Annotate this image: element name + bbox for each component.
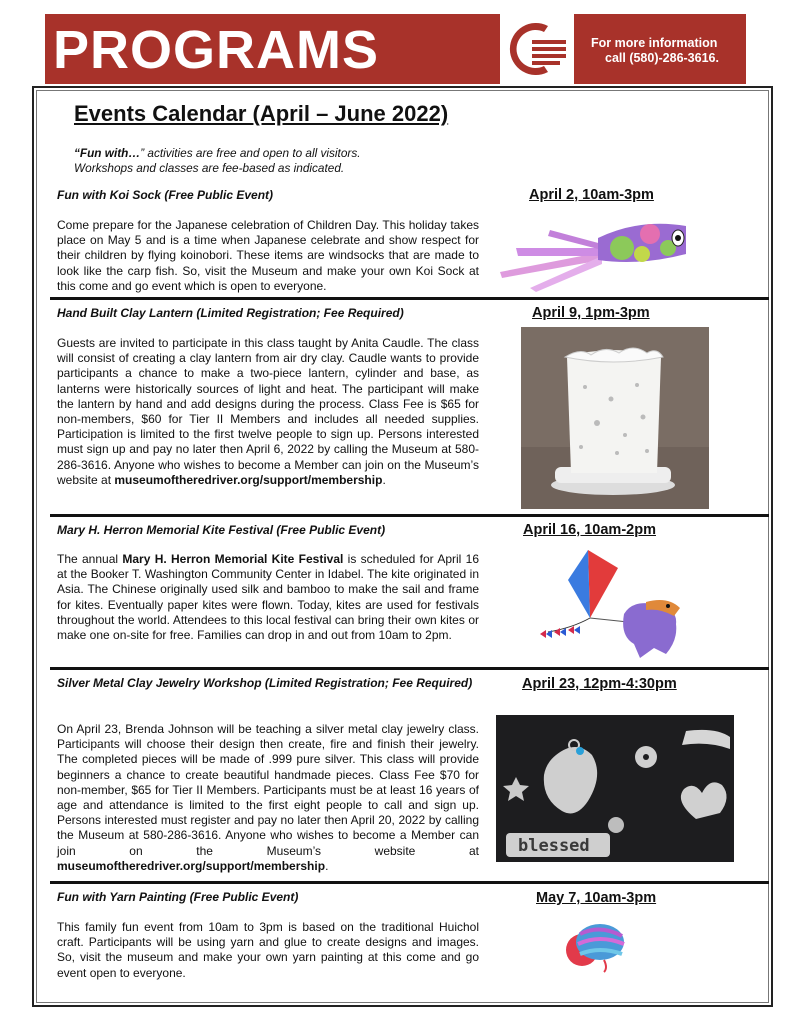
membership-link[interactable]: museumoftheredriver.org/support/membership bbox=[57, 858, 326, 873]
intro-emphasis: “Fun with… bbox=[74, 146, 141, 160]
intro-text-2: Workshops and classes are fee-based as indicated. bbox=[74, 161, 345, 175]
museum-logo bbox=[497, 14, 577, 84]
event-date: May 7, 10am-3pm bbox=[536, 890, 657, 906]
event-body-end: . bbox=[325, 858, 329, 873]
kite-festival-image bbox=[528, 544, 688, 666]
festival-name: Mary H. Herron Memorial Kite Festival bbox=[122, 552, 344, 566]
event-heading: Mary H. Herron Memorial Kite Festival (Free Public Event) bbox=[57, 523, 386, 537]
banner-divider bbox=[491, 14, 495, 84]
section-divider bbox=[50, 514, 769, 517]
event-description bbox=[57, 722, 479, 874]
clay-lantern-image bbox=[521, 327, 709, 509]
banner-divider bbox=[485, 14, 489, 84]
section-divider bbox=[50, 297, 769, 300]
info-phone: call (580)-286-3616. bbox=[605, 51, 719, 65]
section-divider bbox=[50, 667, 769, 670]
logo-icon bbox=[500, 14, 574, 84]
event-date: April 2, 10am-3pm bbox=[529, 187, 654, 203]
event-date: April 16, 10am-2pm bbox=[523, 522, 656, 538]
event-heading: Hand Built Clay Lantern (Limited Registration; Fee Required) bbox=[57, 306, 404, 320]
event-description: Come prepare for the Japanese celebration of Children Day. This holiday takes place on May 5 and is a time when Japanese celebrate and show respect for their children by flying koinobori. These items are windsocks that are made to look like the carp fish. So, visit the Museum and make your own Koi Sock at this come and go event which is open to everyone. bbox=[57, 218, 479, 293]
membership-link[interactable]: museumoftheredriver.org/support/membership bbox=[114, 472, 383, 487]
calendar-intro bbox=[74, 146, 494, 176]
yarn-painting-image bbox=[560, 910, 636, 974]
section-divider bbox=[50, 881, 769, 884]
silver-jewelry-image bbox=[496, 715, 734, 862]
info-line: For more information bbox=[591, 36, 718, 50]
event-description bbox=[57, 552, 479, 643]
event-description: This family fun event from 10am to 3pm is based on the traditional Huichol craft. Participants will be using yarn and glue to create designs and images. So, visit the museum and make your own yarn painting at this come and go event open to everyone. bbox=[57, 920, 479, 980]
event-body-text: Guests are invited to participate in this class taught by Anita Caudle. The class will consist of creating a clay lantern from air dry clay. Caudle wants to provide participants a chance to make a two-piece lantern, cylinder and base, as lanterns were historically sources of light and heat. The participant will make the lantern by hand and add designs during the process. Class Fee is $65 for non-members, $60 for Tier II Members and includes all needed supplies. Participation is limited to the first twelve people to sign up. Persons interested must sign up and pay no later then April 6, 2022 by calling the Museum at 580-286-3616. Anyone who wishes to become a Member can join on the Museum’s website at bbox=[57, 336, 479, 487]
event-body-text: is scheduled for April 16 at the Booker T. Washington Community Center in Idabel. The kite originated in Asia. The Chinese originally used silk and bamboo to make the sail and frame for kites. Eventually paper kites were flown. Today, kites are used for festivals throughout the world. Attendees to this local festival can bring their own kites or make one on-site for free. Families can drop in and out from 10am to 2pm. bbox=[57, 552, 479, 643]
event-body-text: The annual bbox=[57, 552, 123, 566]
intro-text: ” activities are free and open to all visitors. bbox=[140, 146, 361, 160]
event-body-text: On April 23, Brenda Johnson will be teaching a silver metal clay jewelry class. Participants will choose their design then create, fire and finish their jewelry. The completed pieces will be made of .999 pure silver. This class will provide beginners a chance to create beautiful handmade pieces. Class Fee $70 for non-member, $65 for Tier II Members. Participants must be at least 16 years of age and attendance is limited to the first eight people to call and sign up. Persons interested must register and pay no later then April 20, 2022 by calling the Museum at 580-286-3616. Anyone who wishes to become a Member can join on the Museum’s website at bbox=[57, 722, 479, 858]
event-description bbox=[57, 336, 479, 488]
contact-info bbox=[591, 36, 741, 66]
blessed-pendant-text: blessed bbox=[518, 836, 590, 856]
event-heading: Silver Metal Clay Jewelry Workshop (Limited Registration; Fee Required) bbox=[57, 676, 473, 690]
page-title: PROGRAMS bbox=[53, 20, 380, 80]
event-date: April 9, 1pm-3pm bbox=[532, 305, 650, 321]
event-heading: Fun with Yarn Painting (Free Public Event) bbox=[57, 890, 299, 904]
event-body-end: . bbox=[382, 472, 386, 487]
koi-sock-image bbox=[490, 208, 690, 294]
header-banner bbox=[45, 14, 746, 84]
event-heading: Fun with Koi Sock (Free Public Event) bbox=[57, 188, 274, 202]
calendar-title: Events Calendar (April – June 2022) bbox=[74, 101, 449, 126]
event-date: April 23, 12pm-4:30pm bbox=[522, 676, 677, 692]
